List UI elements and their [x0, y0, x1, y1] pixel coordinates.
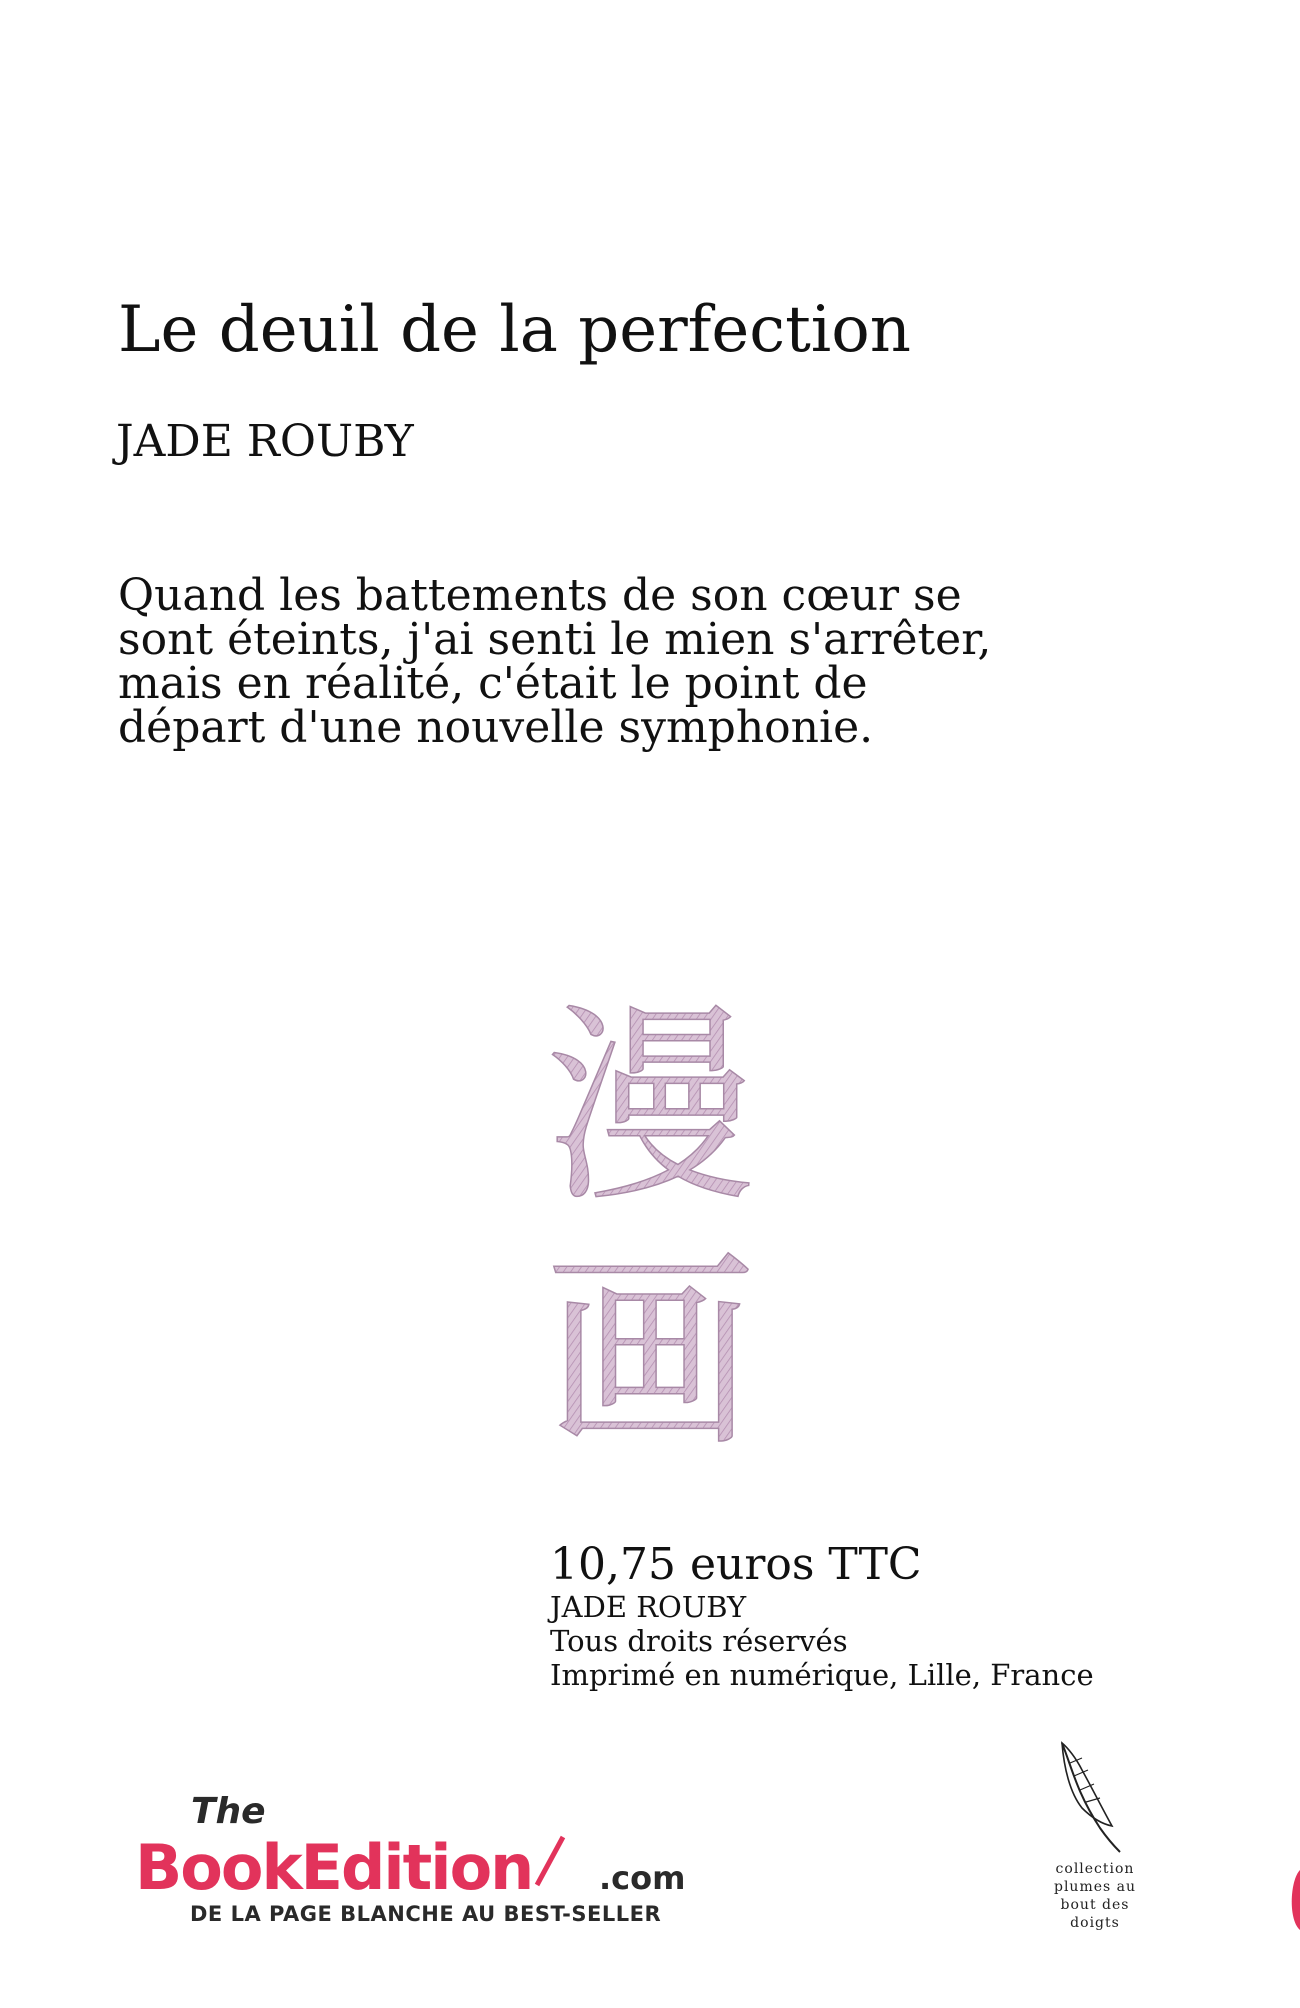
logo-bookediti: BookEditi [135, 1831, 450, 1895]
logo-n: n [490, 1831, 533, 1895]
imprint-author: JADE ROUBY [550, 1590, 747, 1624]
collection-line: bout des [1060, 1897, 1130, 1913]
book-title: Le deuil de la perfection [118, 293, 911, 367]
edge-mark-icon [1284, 1870, 1300, 1930]
logo-the: The [191, 1791, 266, 1832]
bookedition-logo [135, 1785, 725, 1895]
blurb-line: Quand les battements de son cœur se [118, 570, 962, 621]
blurb-line: mais en réalité, c'était le point de [118, 658, 868, 709]
logo-quill-stroke-icon [537, 1837, 563, 1885]
collection-label [1040, 1860, 1150, 1932]
logo-o: o [449, 1831, 491, 1895]
kanji-bottom: 画 [544, 1230, 756, 1475]
imprint-rights: Tous droits réservés [550, 1624, 848, 1658]
logo-com: .com [599, 1859, 686, 1895]
blurb-line: sont éteints, j'ai senti le mien s'arrêter, [118, 614, 992, 665]
logo-main [135, 1831, 532, 1895]
book-blurb [118, 570, 1018, 753]
publisher-tagline: DE LA PAGE BLANCHE AU BEST-SELLER [190, 1902, 662, 1926]
kanji-illustration [500, 985, 800, 1485]
book-author: JADE ROUBY [116, 416, 414, 467]
quill-icon [1052, 1738, 1132, 1858]
imprint-printed: Imprimé en numérique, Lille, France [550, 1658, 1094, 1692]
blurb-line: départ d'une nouvelle symphonie. [118, 702, 874, 753]
collection-line: plumes au [1053, 1879, 1136, 1895]
collection-line: doigts [1070, 1915, 1120, 1931]
kanji-top: 漫 [544, 985, 756, 1230]
price: 10,75 euros TTC [550, 1539, 922, 1590]
collection-line: collection [1055, 1861, 1135, 1877]
